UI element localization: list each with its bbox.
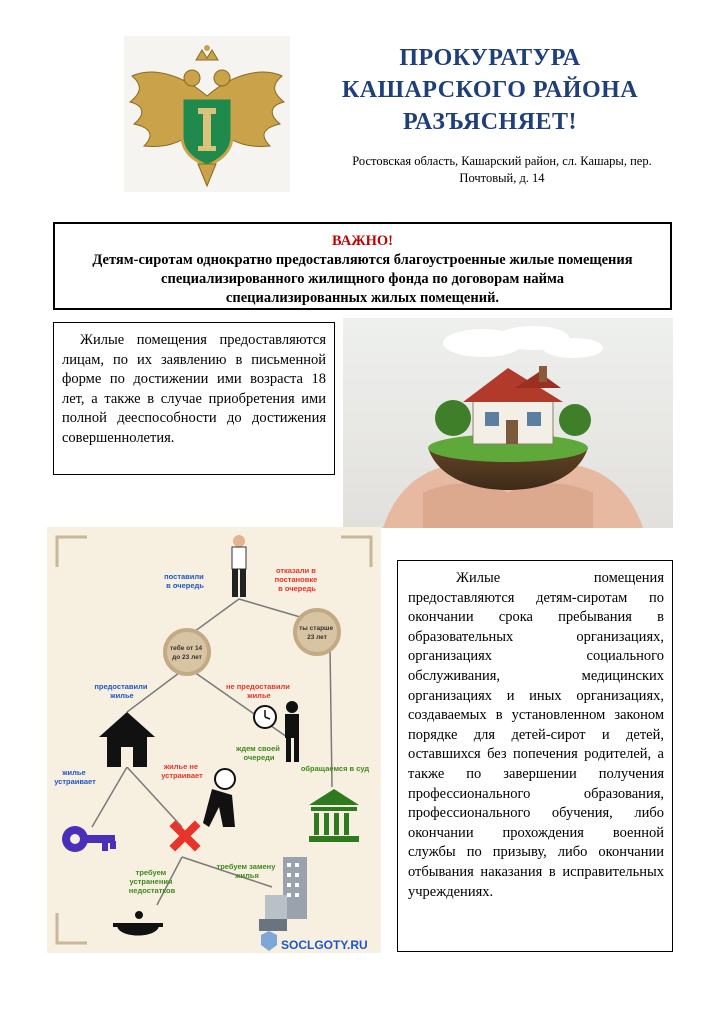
- label-older-23: ты старше 23 лет: [299, 625, 334, 641]
- clock-icon: [254, 706, 276, 728]
- address: [330, 153, 674, 187]
- label-provided: предоставили жилье: [94, 682, 148, 700]
- title-line-1: ПРОКУРАТУРА: [399, 45, 581, 71]
- label-demand-replace: требуем замену жилья: [216, 862, 276, 880]
- label-demand-fix: требуем устранения недостатков: [128, 868, 176, 895]
- title-line-2: КАШАРСКОГО РАЙОНА: [341, 77, 639, 103]
- page-title: [300, 42, 680, 138]
- important-line-2: специализированного жилищного фонда по договорам найма: [161, 271, 564, 287]
- svg-text:SOCLGOTY.RU: SOCLGOTY.RU: [281, 938, 368, 952]
- important-notice-box: [53, 222, 672, 310]
- important-heading: ВАЖНО!: [332, 233, 393, 249]
- title-line-3: РАЗЪЯСНЯЕТ!: [402, 109, 578, 135]
- label-not-provided: не предоставили жилье: [225, 682, 290, 700]
- housing-process-infographic: [47, 527, 381, 953]
- house-in-hands-photo: [343, 318, 673, 528]
- label-age-14-23: тебе от 14 до 23 лет: [170, 645, 203, 661]
- important-line-3: специализированных жилых помещений.: [225, 290, 500, 306]
- address-line-1: Ростовская область, Кашарский район, сл. Кашары, пер.: [352, 154, 652, 168]
- info-text-box-1: Жилые помещения предоставляются лицам, по их заявлению в письменной форме по достижении ими возраста 18 лет, а также в случае приобретения ими полной дееспособности до достижения совершеннолетия.: [53, 322, 335, 475]
- label-queued: поставили в очередь: [164, 572, 204, 590]
- label-wait-turn: ждем своей очереди: [236, 744, 280, 762]
- prosecutor-emblem: [124, 36, 290, 192]
- address-line-2: Почтовый, д. 14: [459, 171, 545, 185]
- label-court: обращаемся в суд: [300, 764, 370, 773]
- important-line-1: Детям-сиротам однократно предоставляются благоустроенные жилые помещения: [92, 252, 633, 268]
- info-text-box-2: Жилые помещения предоставляются детям-сиротам по окончании срока пребывания в образовательных организациях, организациях социального обслуживания, медицинских организациях и иных организациях, создаваемых в установленном законом порядке для детей-сирот и детей, оставшихся без попечения родителей, а также по завершении получения профессионального образования, профессионального обучения, либо окончании прохождения военной службы по призыву, либо окончании отбывания наказания в исправительных учреждениях.: [397, 560, 673, 952]
- label-housing-ok: жилье устраивает: [54, 768, 96, 786]
- label-refused: отказали в постановке в очередь: [274, 566, 318, 593]
- label-housing-not-ok: жилье не устраивает: [161, 762, 203, 780]
